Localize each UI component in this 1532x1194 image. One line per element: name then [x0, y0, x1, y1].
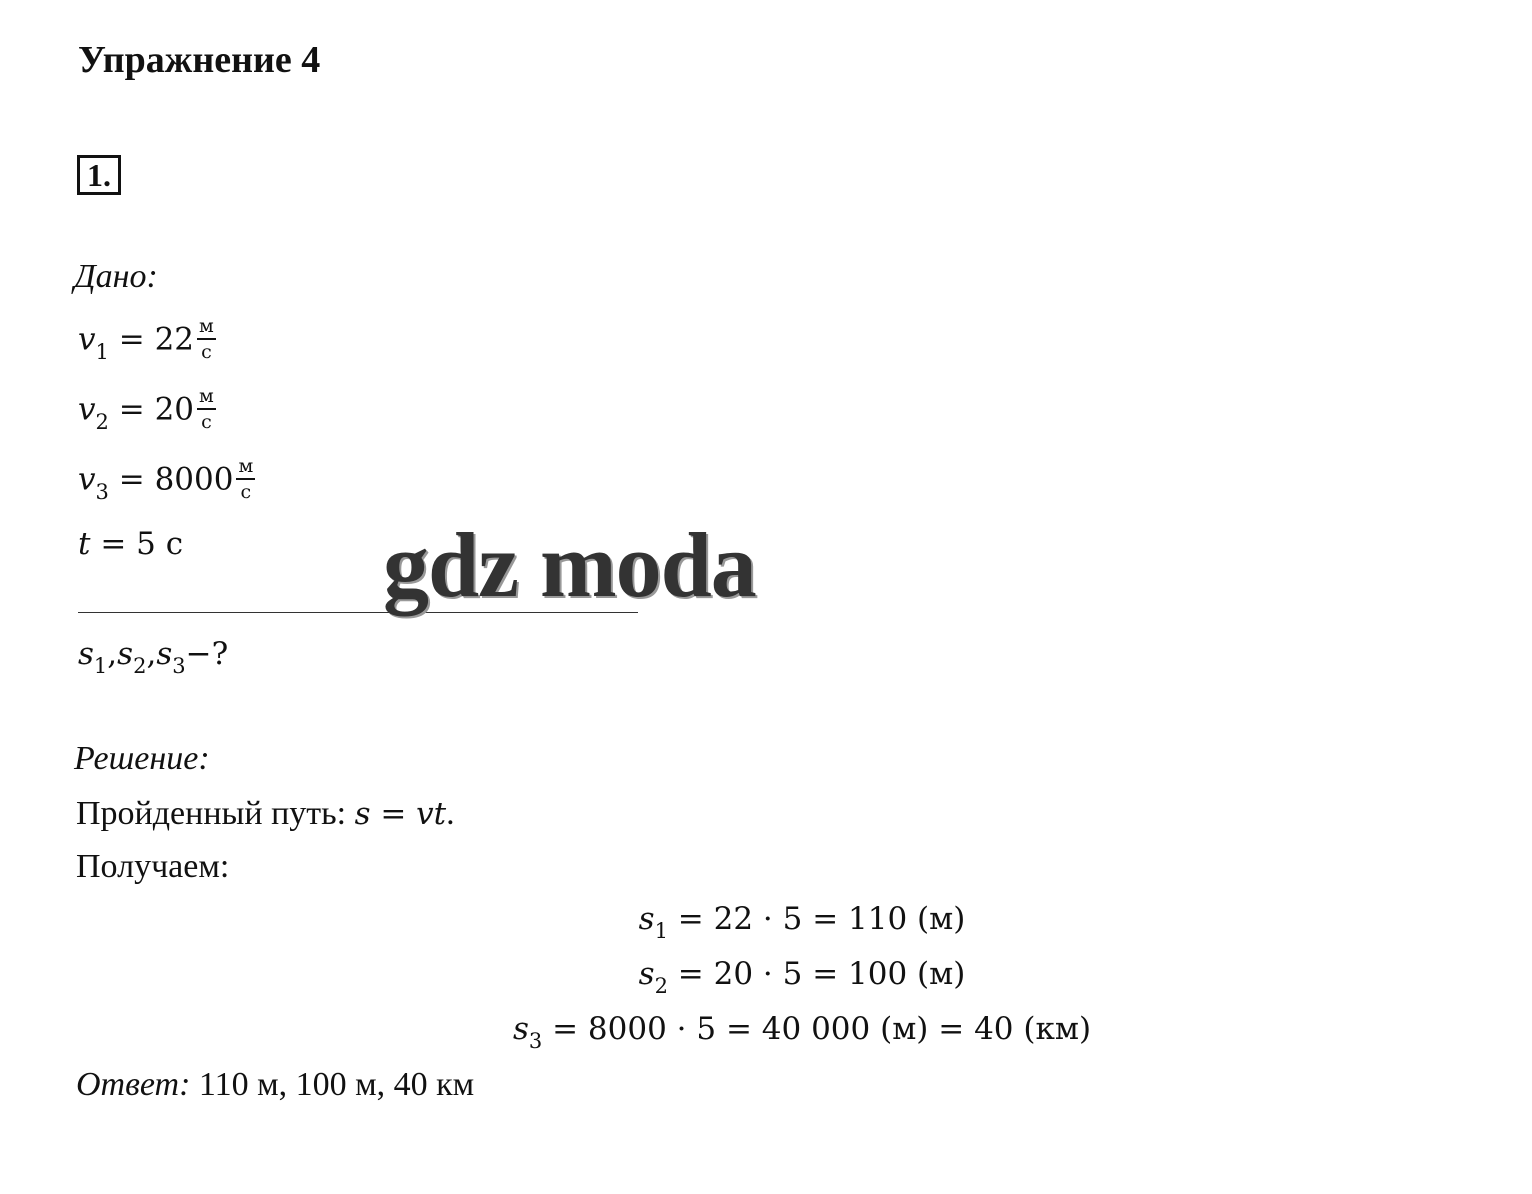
v1-unit: $\frac{м}{с}$: [199, 315, 214, 363]
v1-value: = 22: [118, 321, 195, 358]
answer-text: 110 м, 100 м, 40 км: [190, 1066, 475, 1103]
v1-symbol: v: [78, 321, 96, 358]
solution-line-1: Пройденный путь: s = vt.: [76, 795, 455, 832]
v3-symbol: v: [78, 461, 96, 498]
v3-unit: $\frac{м}{с}$: [238, 455, 254, 503]
given-v1: [78, 315, 216, 364]
answer-line: [76, 1066, 474, 1104]
watermark-logo: gdz moda: [383, 514, 756, 616]
t-value: = 5 с: [100, 526, 184, 562]
v2-unit: $\frac{м}{с}$: [199, 385, 214, 433]
given-t: [78, 526, 183, 562]
v3-value: = 8000: [118, 461, 234, 498]
answer-label: Ответ:: [76, 1066, 191, 1103]
equation-s3: $s_3 = 8000 \cdot 5 = 40$ 000 (м) = 40 (км): [512, 1011, 1092, 1053]
given-label: Дано:: [74, 258, 158, 295]
page-title: Упражнение 4: [78, 39, 321, 81]
solution-line-2: Получаем:: [76, 848, 230, 885]
given-v3: [78, 455, 255, 504]
solution-label: Решение:: [74, 740, 210, 777]
find-line: $s_1,s_2,s_3-$?: [78, 636, 229, 678]
v2-subscript: 2: [95, 409, 109, 434]
v2-value: = 20: [118, 391, 195, 428]
equation-s1: $s_1 = 22 \cdot 5 = 110$ (м): [638, 901, 966, 943]
equation-s2: $s_2 = 20 \cdot 5 = 100$ (м): [638, 956, 966, 998]
v1-subscript: 1: [95, 339, 109, 364]
v3-subscript: 3: [95, 479, 109, 504]
problem-number: 1.: [77, 155, 121, 195]
t-symbol: t: [78, 526, 91, 562]
given-v2: [78, 385, 216, 434]
v2-symbol: v: [78, 391, 96, 428]
